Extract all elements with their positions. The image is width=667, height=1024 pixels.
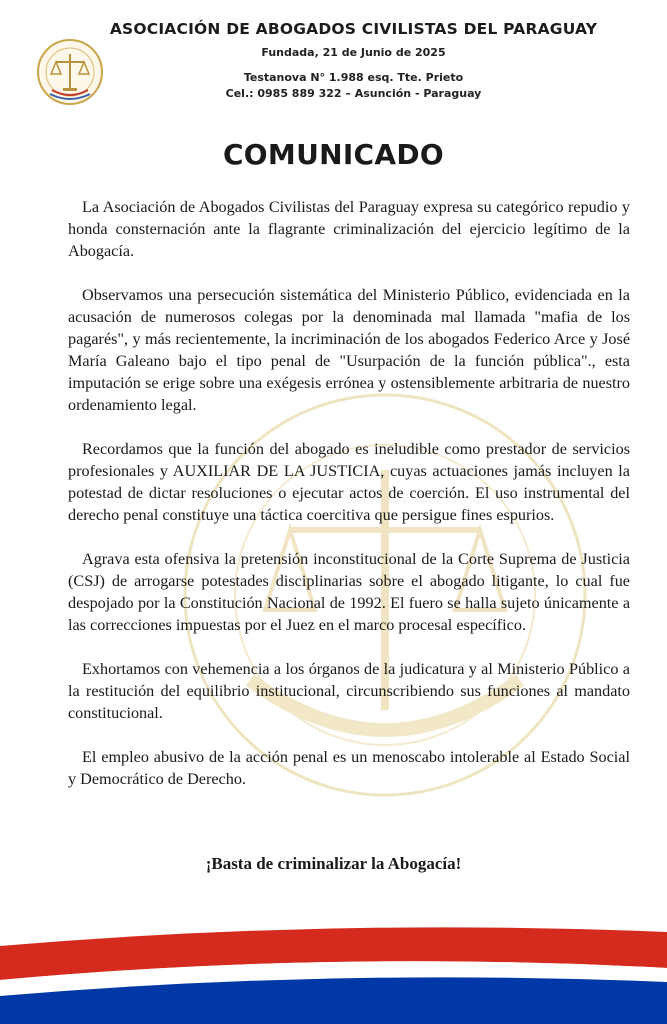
letterhead xyxy=(0,0,667,110)
contact-address xyxy=(0,70,667,102)
paraguay-flag-ribbon xyxy=(0,910,667,1024)
closing-slogan: ¡Basta de criminalizar la Abogacía! xyxy=(205,854,462,873)
organization-name: ASOCIACIÓN DE ABOGADOS CIVILISTAS DEL PARAGUAY xyxy=(109,20,598,38)
address-line: Testanova N° 1.988 esq. Tte. Prieto xyxy=(243,71,464,84)
communique-body xyxy=(68,196,630,812)
paragraph-3: Recordamos que la función del abogado es ineludible como prestador de servicios profesionales y AUXILIAR DE LA JUSTICIA, cuyas actuaciones jamás incluyen la potestad de dictar resoluciones o ejecutar actos de coerción. El uso instrumental del derecho penal constituye una táctica coercitiva que persigue fines espurios. xyxy=(68,440,630,524)
paragraph-6: El empleo abusivo de la acción penal es un menoscabo intolerable al Estado Social y Democrático de Derecho. xyxy=(68,748,630,788)
document-title: COMUNICADO xyxy=(222,138,445,171)
paragraph-1: La Asociación de Abogados Civilistas del Paraguay expresa su categórico repudio y honda consternación ante la flagrante criminalización del ejercicio legítimo de la Abogacía. xyxy=(68,198,630,260)
founded-date: Fundada, 21 de Junio de 2025 xyxy=(261,46,446,59)
phone-line: Cel.: 0985 889 322 – Asunción - Paraguay xyxy=(225,87,482,100)
paragraph-4: Agrava esta ofensiva la pretensión inconstitucional de la Corte Suprema de Justicia (CSJ) de arrogarse potestades disciplinarias sobre el abogado litigante, lo cual fue despojado por la Constitución Nacional de 1992. El fuero se halla sujeto únicamente a las correcciones impuestas por el Juez en el marco procesal específico. xyxy=(68,550,630,634)
paragraph-5: Exhortamos con vehemencia a los órganos de la judicatura y al Ministerio Público a la restitución del equilibrio institucional, circunscribiendo sus funciones al mandato constitucional. xyxy=(68,660,630,722)
paragraph-2: Observamos una persecución sistemática del Ministerio Público, evidenciada en la acusación de numerosos colegas por la denominada mal llamada "mafia de los pagarés", y más recientemente, la incriminación de los abogados Federico Arce y José María Galeano bajo el tipo penal de "Usurpación de la función pública"., esta imputación se erige sobre una exégesis errónea y ostensiblemente arbitraria de nuestro ordenamiento legal. xyxy=(68,286,630,414)
